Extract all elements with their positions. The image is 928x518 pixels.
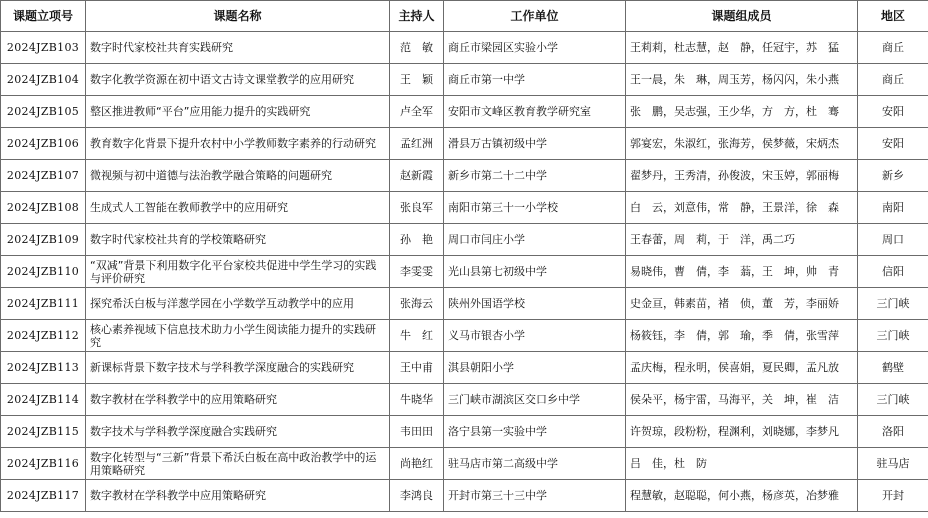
area-cell: 洛阳 (858, 416, 928, 448)
project-id-cell: 2024JZB112 (1, 320, 86, 352)
table-row (1, 448, 928, 480)
project-id-cell: 2024JZB108 (1, 192, 86, 224)
table-row (1, 320, 928, 352)
work-unit-cell: 安阳市文峰区教育教学研究室 (444, 96, 626, 128)
project-id-cell: 2024JZB116 (1, 448, 86, 480)
project-id-cell: 2024JZB111 (1, 288, 86, 320)
members-cell: 翟梦丹，王秀清，孙俊波，宋玉婷，郭丽梅 (626, 160, 858, 192)
work-unit-cell: 南阳市第三十一小学校 (444, 192, 626, 224)
members-cell: 易晓伟，曹 倩，李 蓊，王 坤，帅 青 (626, 256, 858, 288)
members-cell: 史金亘，韩素苗，褚 侦，董 芳，李丽娇 (626, 288, 858, 320)
members-cell: 吕 佳，杜 防 (626, 448, 858, 480)
project-id-cell: 2024JZB103 (1, 32, 86, 64)
members-cell: 许贺琼，段粉粉，程渊利，刘晓娜，李梦凡 (626, 416, 858, 448)
header-project-name: 课题名称 (86, 1, 390, 32)
project-id-cell: 2024JZB105 (1, 96, 86, 128)
table-row (1, 288, 928, 320)
host-cell: 王 颖 (390, 64, 444, 96)
area-cell: 开封 (858, 480, 928, 512)
table-row (1, 96, 928, 128)
members-cell: 王一晨，朱 琳，周玉芳，杨闪闪，朱小燕 (626, 64, 858, 96)
members-cell: 白 云，刘意伟，常 静，王景洋，徐 森 (626, 192, 858, 224)
host-cell: 牛 红 (390, 320, 444, 352)
header-work-unit: 工作单位 (444, 1, 626, 32)
project-name-cell: 数字化教学资源在初中语文古诗文课堂教学的应用研究 (86, 64, 390, 96)
project-id-cell: 2024JZB110 (1, 256, 86, 288)
members-cell: 程慧敏，赵聪聪，何小燕，杨彦英，冶梦雅 (626, 480, 858, 512)
work-unit-cell: 周口市闫庄小学 (444, 224, 626, 256)
project-name-cell: 数字教材在学科教学中的应用策略研究 (86, 384, 390, 416)
members-cell: 王莉莉，杜志慧，赵 静，任冠宇，苏 猛 (626, 32, 858, 64)
project-name-cell: 生成式人工智能在教师教学中的应用研究 (86, 192, 390, 224)
project-id-cell: 2024JZB106 (1, 128, 86, 160)
header-area: 地区 (858, 1, 928, 32)
table-row (1, 480, 928, 512)
project-id-cell: 2024JZB117 (1, 480, 86, 512)
area-cell: 商丘 (858, 64, 928, 96)
work-unit-cell: 商丘市第一中学 (444, 64, 626, 96)
work-unit-cell: 义马市银杏小学 (444, 320, 626, 352)
table-row (1, 256, 928, 288)
area-cell: 商丘 (858, 32, 928, 64)
host-cell: 李鸿良 (390, 480, 444, 512)
area-cell: 信阳 (858, 256, 928, 288)
work-unit-cell: 光山县第七初级中学 (444, 256, 626, 288)
header-host: 主持人 (390, 1, 444, 32)
project-id-cell: 2024JZB115 (1, 416, 86, 448)
header-row (1, 1, 928, 32)
project-name-cell: 数字化转型与“三新”背景下希沃白板在高中政治教学中的运用策略研究 (86, 448, 390, 480)
host-cell: 范 敏 (390, 32, 444, 64)
project-id-cell: 2024JZB114 (1, 384, 86, 416)
project-id-cell: 2024JZB107 (1, 160, 86, 192)
project-id-cell: 2024JZB104 (1, 64, 86, 96)
work-unit-cell: 滑县万古镇初级中学 (444, 128, 626, 160)
table-row (1, 384, 928, 416)
project-name-cell: 数字时代家校社共育实践研究 (86, 32, 390, 64)
members-cell: 王春蕾，周 莉，于 洋，禹二巧 (626, 224, 858, 256)
members-cell: 杨筱钰，李 倩，郭 瑜，季 倩，张雪萍 (626, 320, 858, 352)
members-cell: 侯朵平，杨宇雷，马海平，关 坤，崔 洁 (626, 384, 858, 416)
project-name-cell: 探究希沃白板与洋葱学园在小学数学互动教学中的应用 (86, 288, 390, 320)
project-name-cell: 核心素养视域下信息技术助力小学生阅读能力提升的实践研究 (86, 320, 390, 352)
area-cell: 三门峡 (858, 320, 928, 352)
table-row (1, 416, 928, 448)
work-unit-cell: 陕州外国语学校 (444, 288, 626, 320)
host-cell: 牛晓华 (390, 384, 444, 416)
header-project-id: 课题立项号 (1, 1, 86, 32)
area-cell: 南阳 (858, 192, 928, 224)
host-cell: 孟红洲 (390, 128, 444, 160)
table-header (1, 1, 928, 32)
host-cell: 孙 艳 (390, 224, 444, 256)
work-unit-cell: 驻马店市第二高级中学 (444, 448, 626, 480)
work-unit-cell: 淇县朝阳小学 (444, 352, 626, 384)
project-name-cell: 微视频与初中道德与法治教学融合策略的问题研究 (86, 160, 390, 192)
table-row (1, 64, 928, 96)
area-cell: 安阳 (858, 128, 928, 160)
host-cell: 王中甫 (390, 352, 444, 384)
members-cell: 张 鹏，吴志强，王少华，方 方，杜 骞 (626, 96, 858, 128)
host-cell: 李雯雯 (390, 256, 444, 288)
table-body (1, 32, 928, 512)
table-row (1, 160, 928, 192)
area-cell: 三门峡 (858, 384, 928, 416)
area-cell: 三门峡 (858, 288, 928, 320)
project-name-cell: 新课标背景下数字技术与学科教学深度融合的实践研究 (86, 352, 390, 384)
project-id-cell: 2024JZB113 (1, 352, 86, 384)
table-row (1, 192, 928, 224)
work-unit-cell: 三门峡市湖滨区交口乡中学 (444, 384, 626, 416)
host-cell: 赵新霞 (390, 160, 444, 192)
table-row (1, 352, 928, 384)
work-unit-cell: 洛宁县第一实验中学 (444, 416, 626, 448)
host-cell: 张良军 (390, 192, 444, 224)
host-cell: 卢全军 (390, 96, 444, 128)
table-row (1, 128, 928, 160)
host-cell: 张海云 (390, 288, 444, 320)
table-row (1, 32, 928, 64)
work-unit-cell: 开封市第三十三中学 (444, 480, 626, 512)
host-cell: 尚艳红 (390, 448, 444, 480)
project-name-cell: 数字教材在学科教学中应用策略研究 (86, 480, 390, 512)
area-cell: 新乡 (858, 160, 928, 192)
members-cell: 郭宴宏，朱淑红，张海芳，侯梦薇，宋炳杰 (626, 128, 858, 160)
header-members: 课题组成员 (626, 1, 858, 32)
work-unit-cell: 商丘市梁园区实验小学 (444, 32, 626, 64)
table-row (1, 224, 928, 256)
host-cell: 韦田田 (390, 416, 444, 448)
project-name-cell: 数字技术与学科教学深度融合实践研究 (86, 416, 390, 448)
project-id-cell: 2024JZB109 (1, 224, 86, 256)
area-cell: 驻马店 (858, 448, 928, 480)
area-cell: 鹤壁 (858, 352, 928, 384)
members-cell: 孟庆梅，程永明，侯喜娟，夏民卿，孟凡放 (626, 352, 858, 384)
area-cell: 周口 (858, 224, 928, 256)
project-name-cell: 数字时代家校社共育的学校策略研究 (86, 224, 390, 256)
project-name-cell: 整区推进教师“平台”应用能力提升的实践研究 (86, 96, 390, 128)
project-name-cell: 教育数字化背景下提升农村中小学教师数字素养的行动研究 (86, 128, 390, 160)
area-cell: 安阳 (858, 96, 928, 128)
project-name-cell: “双减”背景下利用数字化平台家校共促进中学生学习的实践与评价研究 (86, 256, 390, 288)
work-unit-cell: 新乡市第二十二中学 (444, 160, 626, 192)
